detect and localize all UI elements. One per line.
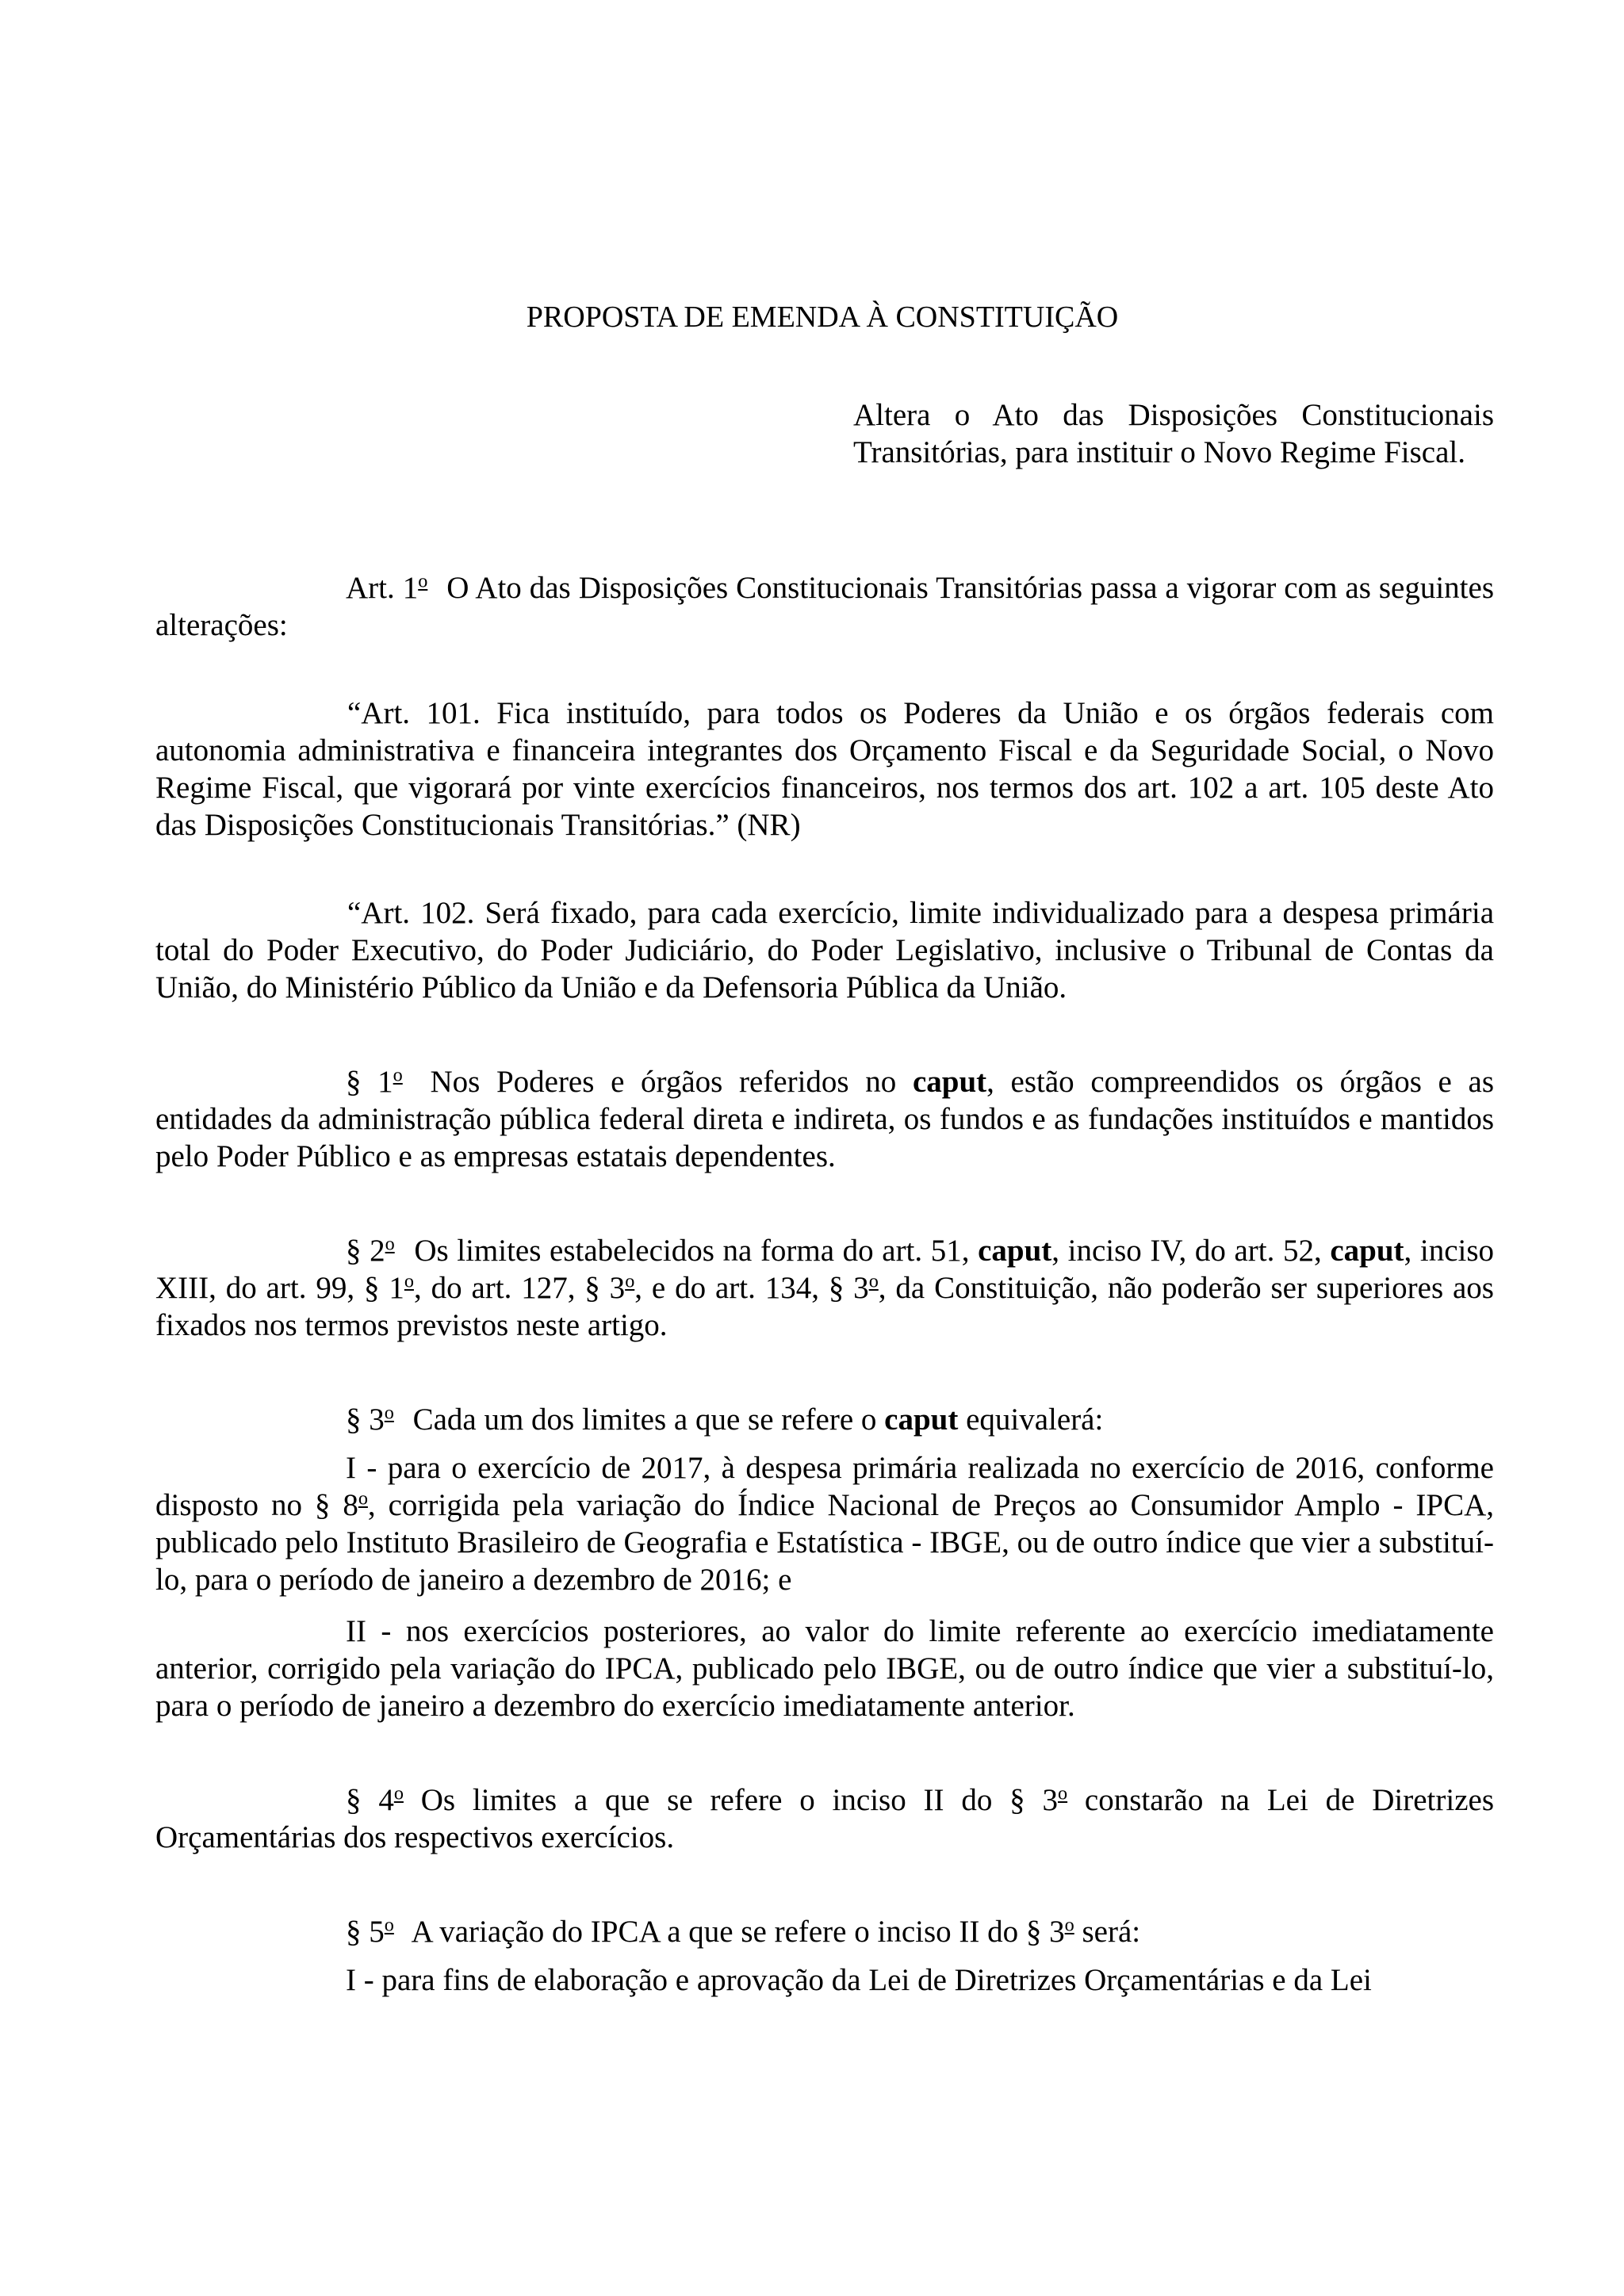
caput-term: caput bbox=[884, 1402, 959, 1437]
document-title: PROPOSTA DE EMENDA À CONSTITUIÇÃO bbox=[526, 300, 1119, 334]
paragraph-5-inciso-1: I - para fins de elaboração e aprovação da Lei de Diretrizes Orçamentárias e da Lei bbox=[346, 1963, 1372, 1997]
paragraph-4: § 4$^o$ Os limites a que se refere o inciso II do § 3$^o$ constarão na Lei de Diretrizes Orçamentárias dos respectivos exercícios. bbox=[155, 1782, 1495, 1854]
caput-term: caput bbox=[978, 1234, 1052, 1268]
document-body bbox=[155, 569, 1494, 1999]
paragraph-5: § 5$^o$ A variação do IPCA a que se refere o inciso II do § 3$^o$ será: bbox=[346, 1914, 1141, 1949]
paragraph-3: § 3$^o$ Cada um dos limites a que se refere o caput equivalerá: bbox=[346, 1402, 1104, 1437]
paragraph-1: § 1$^o$ Nos Poderes e órgãos referidos no caput, estão compreendidos os órgãos e as entidades da administração pública federal direta e indireta, os fundos e as fundações instituídos e mantidos pelo Poder Público e as empresas estatais dependentes. bbox=[155, 1064, 1495, 1173]
ementa: Altera o Ato das Disposições Constitucionais Transitórias, para instituir o Novo Regime Fiscal. bbox=[853, 398, 1494, 469]
caput-term: caput bbox=[1330, 1234, 1404, 1268]
caput-term: caput bbox=[912, 1065, 987, 1099]
paragraph-3-inciso-1: I - para o exercício de 2017, à despesa primária realizada no exercício de 2016, conforme disposto no § 8$^o$, corrigida pela variação do Índice Nacional de Preços ao Consumidor Amplo - IPCA, publicado pelo Instituto Brasileiro de Geografia e Estatística - IBGE, ou de outro índice que vier a substituí-lo, para o período de janeiro a dezembro de 2016; e bbox=[155, 1451, 1494, 1597]
paragraph-3-inciso-2: II - nos exercícios posteriores, ao valor do limite referente ao exercício imediatamente anterior, corrigido pela variação do IPCA, publicado pelo IBGE, ou de outro índice que vier a substituí-lo, para o período de janeiro a dezembro do exercício imediatamente anterior. bbox=[155, 1614, 1494, 1723]
article-102: “Art. 102. Será fixado, para cada exercício, limite individualizado para a despesa primária total do Poder Executivo, do Poder Judiciário, do Poder Legislativo, inclusive o Tribunal de Contas da União, do Ministério Público da União e da Defensoria Pública da União. bbox=[155, 896, 1494, 1004]
article-101: “Art. 101. Fica instituído, para todos os Poderes da União e os órgãos federais com autonomia administrativa e financeira integrantes dos Orçamento Fiscal e da Seguridade Social, o Novo Regime Fiscal, que vigorará por vinte exercícios financeiros, nos termos dos art. 102 a art. 105 deste Ato das Disposições Constitucionais Transitórias.” (NR) bbox=[155, 696, 1494, 842]
paragraph-2: § 2$^o$ Os limites estabelecidos na forma do art. 51, caput, inciso IV, do art. 52, caput, inciso XIII, do art. 99, § 1$^o$, do art. 127, § 3$^o$, e do art. 134, § 3$^o$, da Constituição, não poderão ser superiores aos fixados nos termos previstos neste artigo. bbox=[155, 1233, 1495, 1342]
article-1: Art. 1$^o$ O Ato das Disposições Constitucionais Transitórias passa a vigorar com as seguintes alterações: bbox=[155, 570, 1495, 642]
